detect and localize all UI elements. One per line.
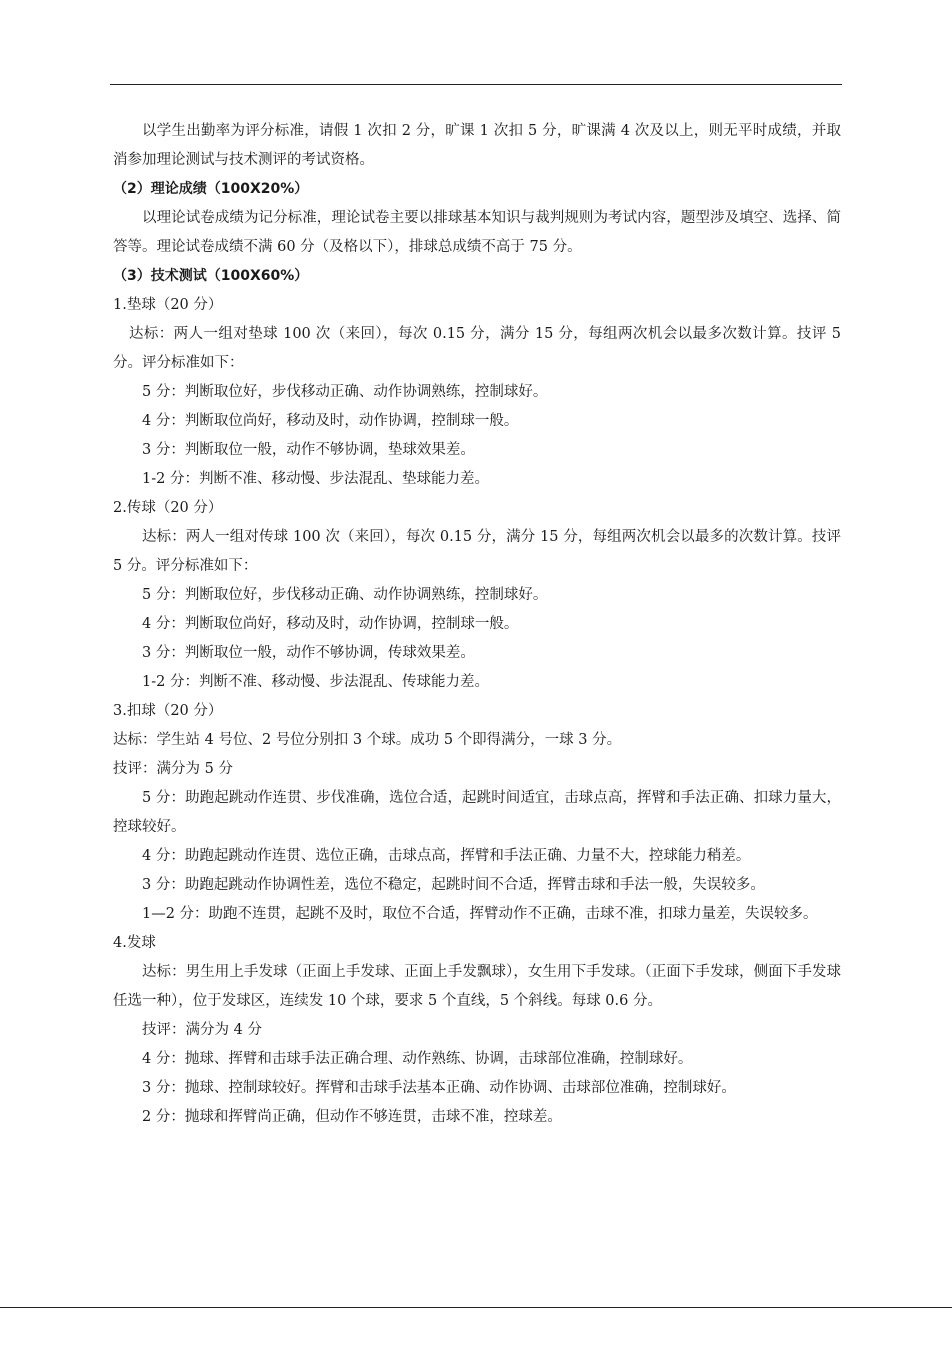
spike-score-5: 5 分：助跑起跳动作连贯、步伐准确，选位合适，起跳时间适宜，击球点高，挥臂和手法正确、扣球力量大，控球较好。 — [113, 790, 841, 835]
spike-score-1-2: 1—2 分：助跑不连贯，起跳不及时，取位不合适，挥臂动作不正确，击球不准，扣球力量差，失误较多。 — [142, 906, 818, 922]
spike-technique-max: 技评：满分为 5 分 — [113, 761, 233, 777]
spike-standard: 达标：学生站 4 号位、2 号位分别扣 3 个球。成功 5 个即得满分，一球 3 分。 — [113, 732, 622, 748]
footer-rule — [0, 1307, 952, 1308]
item-heading-spike: 3.扣球（20 分） — [113, 703, 223, 719]
dig-score-4: 4 分：判断取位尚好，移动及时，动作协调，控制球一般。 — [142, 413, 519, 429]
serve-technique-max: 技评：满分为 4 分 — [142, 1022, 262, 1038]
section-heading-technique: （3）技术测试（100X60%） — [113, 268, 309, 284]
set-score-4: 4 分：判断取位尚好，移动及时，动作协调，控制球一般。 — [142, 616, 519, 632]
theory-paragraph: 以理论试卷成绩为记分标准，理论试卷主要以排球基本知识与裁判规则为考试内容，题型涉及填空、选择、简答等。理论试卷成绩不满 60 分（及格以下），排球总成绩不高于 75 分。 — [113, 210, 841, 255]
item-heading-set: 2.传球（20 分） — [113, 500, 223, 516]
set-score-3: 3 分：判断取位一般，动作不够协调，传球效果差。 — [142, 645, 475, 661]
serve-score-4: 4 分：抛球、挥臂和击球手法正确合理、动作熟练、协调，击球部位准确，控制球好。 — [142, 1051, 693, 1067]
set-score-1-2: 1-2 分：判断不准、移动慢、步法混乱、传球能力差。 — [142, 674, 489, 690]
spike-score-4: 4 分：助跑起跳动作连贯、选位正确，击球点高，挥臂和手法正确、力量不大，控球能力稍差。 — [142, 848, 751, 864]
dig-score-1-2: 1-2 分：判断不准、移动慢、步法混乱、垫球能力差。 — [142, 471, 489, 487]
dig-score-5: 5 分：判断取位好，步伐移动正确、动作协调熟练，控制球好。 — [142, 384, 548, 400]
serve-standard-paragraph: 达标：男生用上手发球（正面上手发球、正面上手发飘球），女生用下手发球。（正面下手发球，侧面下手发球任选一种），位于发球区，连续发 10 个球，要求 5 个直线，5 个斜线。每球 0.6 分。 — [113, 964, 841, 1009]
header-rule — [110, 84, 842, 85]
spike-score-3: 3 分：助跑起跳动作协调性差，选位不稳定，起跳时间不合适，挥臂击球和手法一般，失误较多。 — [142, 877, 765, 893]
item-heading-dig: 1.垫球（20 分） — [113, 297, 223, 313]
document-body — [113, 117, 841, 1132]
dig-standard-paragraph: 达标：两人一组对垫球 100 次（来回），每次 0.15 分，满分 15 分，每组两次机会以最多次数计算。技评 5 分。评分标准如下： — [113, 326, 841, 371]
set-standard-paragraph: 达标：两人一组对传球 100 次（来回），每次 0.15 分，满分 15 分，每组两次机会以最多的次数计算。技评 5 分。评分标准如下： — [113, 529, 841, 574]
section-heading-theory: （2）理论成绩（100X20%） — [113, 181, 309, 197]
serve-score-3: 3 分：抛球、控制球较好。挥臂和击球手法基本正确、动作协调、击球部位准确，控制球好。 — [142, 1080, 736, 1096]
dig-score-3: 3 分：判断取位一般，动作不够协调，垫球效果差。 — [142, 442, 475, 458]
item-heading-serve: 4.发球 — [113, 935, 156, 951]
set-score-5: 5 分：判断取位好，步伐移动正确、动作协调熟练，控制球好。 — [142, 587, 548, 603]
serve-score-2: 2 分：抛球和挥臂尚正确，但动作不够连贯，击球不准，控球差。 — [142, 1109, 562, 1125]
attendance-paragraph: 以学生出勤率为评分标准，请假 1 次扣 2 分，旷课 1 次扣 5 分，旷课满 4 次及以上，则无平时成绩，并取消参加理论测试与技术测评的考试资格。 — [113, 123, 841, 168]
